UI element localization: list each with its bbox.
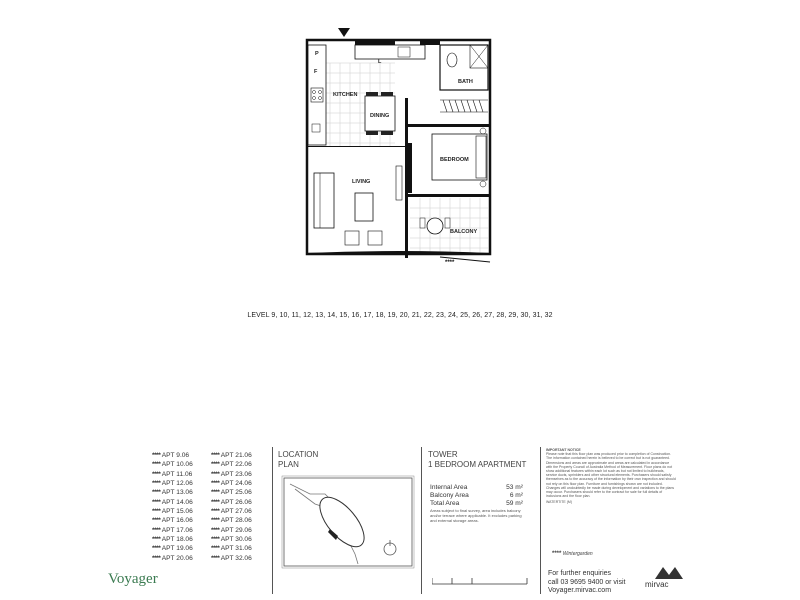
apartment-row — [152, 498, 272, 507]
divider — [272, 447, 273, 594]
apartment-row — [152, 507, 272, 516]
area-row: Total Area 59 m² — [430, 500, 523, 507]
apartment-item: **** APT 21.06 — [211, 452, 252, 459]
apartment-item: **** APT 11.06 — [152, 470, 193, 478]
apartment-item: **** APT 23.06 — [211, 470, 252, 478]
apartment-item: **** APT 10.06 — [152, 461, 193, 469]
apartment-item: **** APT 26.06 — [211, 498, 252, 506]
apartment-item: **** APT 28.06 — [211, 517, 252, 525]
laundry-label: L — [378, 59, 382, 65]
apartment-list — [152, 451, 272, 563]
pantry-label: P — [315, 51, 319, 57]
apartment-item: **** APT 31.06 — [211, 545, 252, 553]
apartment-row — [152, 516, 272, 525]
mirvac-logo: mirvac — [645, 580, 669, 589]
apartment-row — [152, 479, 272, 488]
scale-bar — [432, 574, 532, 590]
divider — [421, 447, 422, 594]
apartment-row — [152, 554, 272, 563]
apartment-row — [152, 526, 272, 535]
website-link[interactable]: Voyager.mirvac.com — [548, 587, 612, 594]
apartment-item: **** APT 12.06 — [152, 480, 193, 488]
location-plan-map — [280, 474, 416, 570]
levels-caption: LEVEL 9, 10, 11, 12, 13, 14, 15, 16, 17, 18, 19, 20, 21, 22, 23, 24, 25, 26, 27, 28, 29, 30, 31, 32 — [247, 312, 553, 319]
apartment-item: **** APT 24.06 — [211, 480, 252, 488]
dining-label: DINING — [370, 113, 390, 119]
apartment-item: **** APT 9.06 — [152, 452, 190, 459]
apartment-item: **** APT 18.06 — [152, 536, 193, 544]
apartment-row — [152, 460, 272, 469]
living-label: LIVING — [352, 179, 371, 185]
important-notice: IMPORTANT NOTICE Please note that this floor plan was produced prior to completion of Construction. The information contained herein is believed to be correct but is not guaranteed. Dimensions and areas are approximate and areas are calculated in accordance with the Property Council of Australia Method of Measurement. Floor plans do not show additional features within each lot such as but not limited to bulkheads, service ducts, sprinklers and other structural elements. Purchasers should satisfy themselves as to the accuracy of the information by their own inspection and should not rely on this floor plan. Furniture and furnishings shown are not included. Changes will undoubtedly be made during development and variations to the plans may occur. Purchasers should refer to the contract for sale for full details of inclusions and the floor plan. WATERTITE (M) — [546, 448, 676, 505]
mirvac-logo-icon — [655, 565, 685, 579]
apartment-item: **** APT 17.06 — [152, 526, 193, 534]
apartment-row — [152, 470, 272, 479]
voyager-logo: Voyager — [108, 571, 158, 587]
apartment-item: **** APT 20.06 — [152, 554, 193, 562]
apartment-item: **** APT 30.06 — [211, 536, 252, 544]
bath-label: BATH — [458, 79, 473, 85]
bedroom-label: BEDROOM — [440, 157, 469, 163]
apartment-row — [152, 535, 272, 544]
tower-title: TOWER 1 BEDROOM APARTMENT — [428, 450, 527, 469]
location-plan-title: LOCATION PLAN — [278, 450, 319, 469]
enquiries: For further enquiries call 03 9695 9400 or visit Voyager.mirvac.com — [548, 570, 626, 594]
apartment-item: **** APT 14.06 — [152, 498, 193, 506]
apartment-item: **** APT 27.06 — [211, 508, 252, 516]
apartment-item: **** APT 32.06 — [211, 554, 252, 562]
areas-table — [430, 484, 523, 508]
floor-plan — [300, 28, 500, 268]
apartment-item: **** APT 19.06 — [152, 545, 193, 553]
area-note: Areas subject to final survey, area includes balcony and/or terrace where applicable. It excludes parking and external storage areas. — [430, 508, 522, 523]
apartment-item: **** APT 16.06 — [152, 517, 193, 525]
window-stars: **** — [445, 260, 455, 266]
apartment-item: **** APT 29.06 — [211, 526, 252, 534]
area-row: Internal Area 53 m² — [430, 484, 523, 491]
apartment-item: **** APT 15.06 — [152, 508, 193, 516]
apartment-row — [152, 488, 272, 497]
apartment-row — [152, 544, 272, 553]
kitchen-label: KITCHEN — [333, 92, 358, 98]
apartment-item: **** APT 25.06 — [211, 489, 252, 497]
fridge-label: F — [314, 69, 318, 75]
apartment-item: **** APT 13.06 — [152, 489, 193, 497]
wintergarden-legend: **** Wintergarden — [552, 551, 593, 557]
balcony-label: BALCONY — [450, 229, 478, 235]
area-row: Balcony Area 6 m² — [430, 492, 523, 499]
apartment-row — [152, 451, 272, 460]
divider — [540, 447, 541, 594]
apartment-item: **** APT 22.06 — [211, 461, 252, 469]
